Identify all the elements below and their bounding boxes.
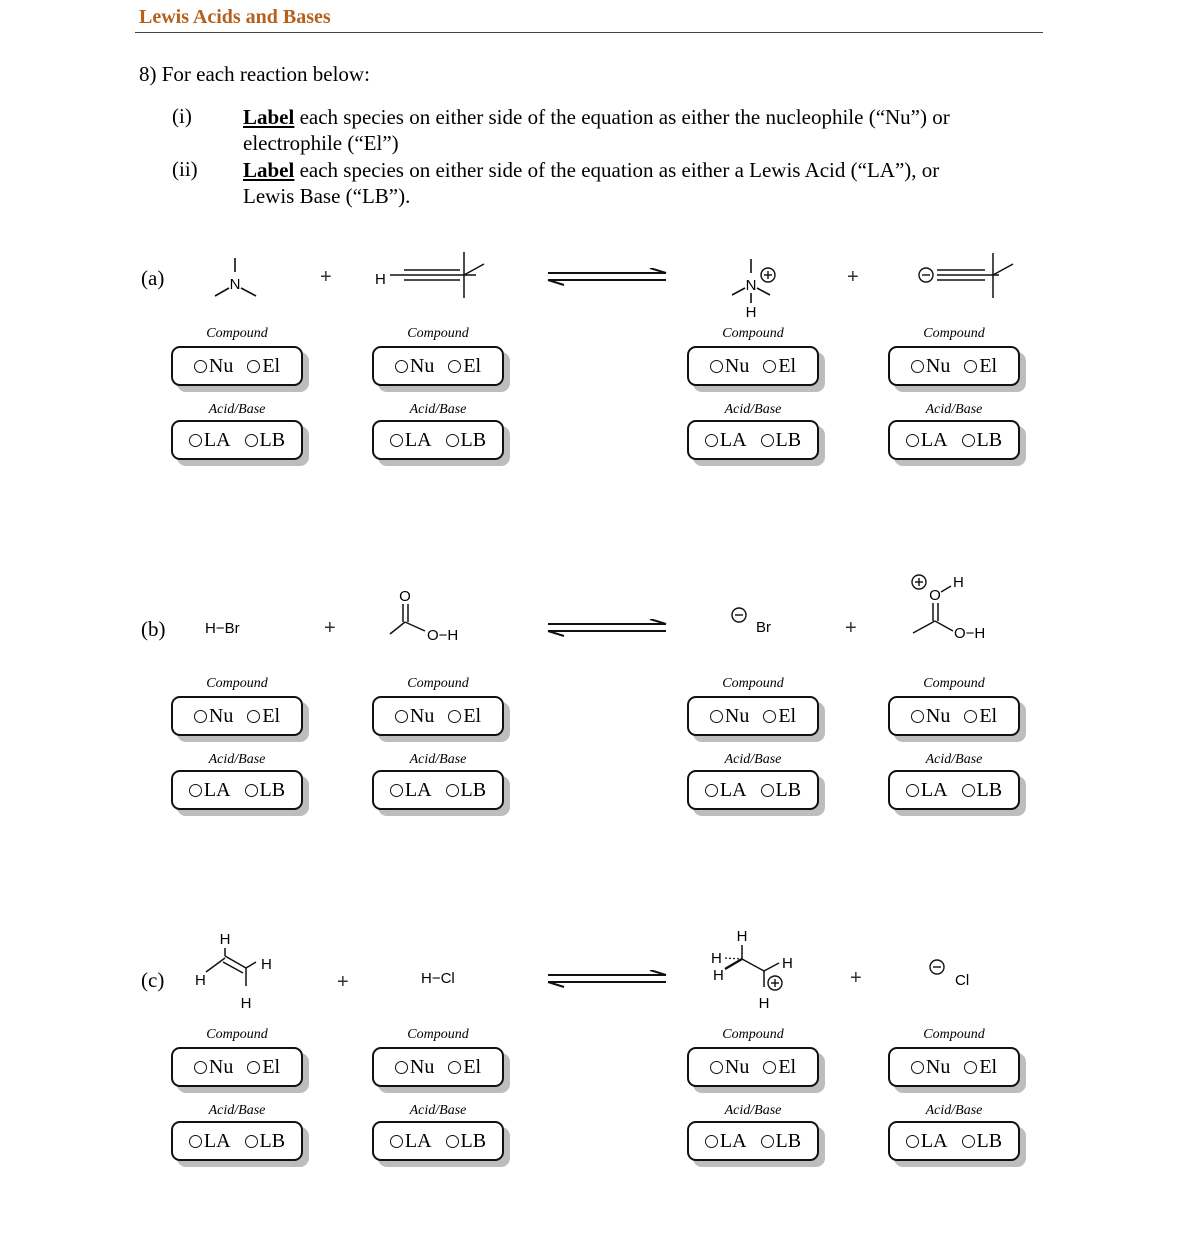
- instruction-2-line1: each species on either side of the equation as either a Lewis Acid (“LA”), or: [294, 158, 940, 182]
- ethylene-structure: [188, 928, 278, 1013]
- lb-radio-label: LB: [976, 1129, 1003, 1152]
- la-radio[interactable]: [906, 429, 948, 452]
- radio-circle-icon[interactable]: [705, 784, 718, 797]
- acetic-acid-structure: [385, 585, 475, 645]
- radio-circle-icon[interactable]: [390, 1135, 403, 1148]
- el-radio-label: El: [262, 1055, 281, 1078]
- radio-circle-icon[interactable]: [763, 360, 776, 373]
- lb-radio-label: LB: [460, 428, 487, 451]
- trimethylammonium-structure: [727, 255, 787, 320]
- lb-radio-label: LB: [259, 778, 286, 801]
- hydrogen-atom: H: [261, 956, 272, 973]
- radio-circle-icon[interactable]: [245, 784, 258, 797]
- nu-radio[interactable]: [911, 1056, 950, 1079]
- instruction-1-line2: electrophile (“El”): [243, 131, 399, 155]
- lb-radio[interactable]: [962, 429, 1003, 452]
- hydroxyl-group: O−H: [427, 627, 459, 644]
- el-radio-label: El: [463, 704, 482, 727]
- la-radio-label: LA: [920, 428, 948, 451]
- el-radio-label: El: [979, 354, 998, 377]
- la-radio-label: LA: [920, 778, 948, 801]
- nu-radio[interactable]: [395, 355, 434, 378]
- el-radio-label: El: [778, 704, 797, 727]
- el-radio[interactable]: [247, 1056, 280, 1079]
- nu-el-selector: [171, 1047, 303, 1087]
- hydrogen-atom: H: [240, 995, 252, 1012]
- hydrogen-atom: H: [195, 972, 206, 989]
- lb-radio-label: LB: [259, 1129, 286, 1152]
- radio-circle-icon[interactable]: [763, 1061, 776, 1074]
- lb-radio[interactable]: [446, 779, 487, 802]
- nu-radio[interactable]: [395, 1056, 434, 1079]
- nu-radio-label: Nu: [409, 1055, 435, 1078]
- nu-el-selector: [372, 1047, 504, 1087]
- hydrogen-atom: H: [953, 574, 964, 591]
- radio-circle-icon[interactable]: [911, 710, 924, 723]
- nu-el-selector: [888, 1047, 1020, 1087]
- page-title: Lewis Acids and Bases: [139, 6, 331, 28]
- la-radio-label: LA: [719, 1129, 747, 1152]
- nu-el-selector: [171, 696, 303, 736]
- radio-circle-icon[interactable]: [395, 710, 408, 723]
- nu-radio[interactable]: [194, 705, 233, 728]
- el-radio-label: El: [778, 1055, 797, 1078]
- la-lb-selector: [687, 770, 819, 810]
- radio-circle-icon[interactable]: [448, 710, 461, 723]
- acid-base-caption: Acid/Base: [208, 1103, 266, 1118]
- nu-radio-label: Nu: [208, 354, 234, 377]
- la-radio[interactable]: [390, 779, 432, 802]
- lb-radio[interactable]: [446, 429, 487, 452]
- nu-el-selector: [372, 346, 504, 386]
- radio-circle-icon[interactable]: [245, 434, 258, 447]
- nu-radio[interactable]: [710, 355, 749, 378]
- nitrogen-atom: N: [229, 276, 241, 293]
- nu-el-selector: [372, 696, 504, 736]
- hydrogen-atom: H: [219, 931, 231, 948]
- nu-radio[interactable]: [395, 705, 434, 728]
- instruction-1-numeral: (i): [172, 104, 192, 128]
- instruction-1-bold: Label: [243, 105, 295, 129]
- compound-caption: Compound: [722, 326, 784, 341]
- la-lb-selector: [372, 420, 504, 460]
- oxygen-atom: O: [399, 588, 411, 605]
- lb-radio[interactable]: [962, 779, 1003, 802]
- el-radio[interactable]: [763, 705, 796, 728]
- radio-circle-icon[interactable]: [448, 360, 461, 373]
- la-lb-selector: [171, 770, 303, 810]
- ethyl-cation-structure: [705, 925, 805, 1015]
- radio-circle-icon[interactable]: [906, 434, 919, 447]
- lb-radio[interactable]: [962, 1130, 1003, 1153]
- radio-circle-icon[interactable]: [962, 434, 975, 447]
- title-divider: [135, 32, 1043, 33]
- radio-circle-icon[interactable]: [763, 710, 776, 723]
- instruction-2-line2: Lewis Base (“LB”).: [243, 184, 411, 208]
- lb-radio[interactable]: [446, 1130, 487, 1153]
- instruction-1: [243, 104, 1033, 156]
- equilibrium-arrow: [546, 268, 670, 286]
- la-radio[interactable]: [189, 779, 231, 802]
- nu-el-selector: [687, 696, 819, 736]
- radio-circle-icon[interactable]: [761, 1135, 774, 1148]
- radio-circle-icon[interactable]: [911, 1061, 924, 1074]
- nu-radio[interactable]: [194, 1056, 233, 1079]
- la-lb-selector: [888, 420, 1020, 460]
- plus-sign: +: [337, 971, 349, 993]
- nu-radio[interactable]: [710, 1056, 749, 1079]
- acid-base-caption: Acid/Base: [208, 402, 266, 417]
- equilibrium-arrow: [546, 619, 670, 637]
- lb-radio[interactable]: [245, 779, 286, 802]
- radio-circle-icon[interactable]: [962, 1135, 975, 1148]
- oxygen-atom: O: [929, 587, 941, 604]
- question-prompt: 8) For each reaction below:: [139, 62, 370, 86]
- el-radio-label: El: [979, 704, 998, 727]
- el-radio-label: El: [979, 1055, 998, 1078]
- radio-circle-icon[interactable]: [964, 360, 977, 373]
- el-radio-label: El: [778, 354, 797, 377]
- hydrogen-atom: H: [782, 955, 793, 972]
- nu-radio-label: Nu: [208, 704, 234, 727]
- el-radio[interactable]: [763, 355, 796, 378]
- plus-sign: +: [324, 617, 336, 639]
- la-radio-label: LA: [719, 778, 747, 801]
- lb-radio[interactable]: [761, 429, 802, 452]
- lb-radio-label: LB: [460, 1129, 487, 1152]
- radio-circle-icon[interactable]: [705, 1135, 718, 1148]
- nu-radio[interactable]: [710, 705, 749, 728]
- acid-base-caption: Acid/Base: [724, 1103, 782, 1118]
- nu-el-selector: [171, 346, 303, 386]
- lb-radio-label: LB: [775, 1129, 802, 1152]
- compound-caption: Compound: [923, 676, 985, 691]
- el-radio-label: El: [463, 1055, 482, 1078]
- nu-radio[interactable]: [194, 355, 233, 378]
- el-radio[interactable]: [247, 355, 280, 378]
- plus-sign: +: [320, 266, 332, 288]
- radio-circle-icon[interactable]: [247, 360, 260, 373]
- lb-radio[interactable]: [245, 1130, 286, 1153]
- radio-circle-icon[interactable]: [710, 710, 723, 723]
- acid-base-caption: Acid/Base: [724, 752, 782, 767]
- el-radio-label: El: [262, 354, 281, 377]
- el-radio[interactable]: [964, 355, 997, 378]
- tert-butylacetylide-structure: [915, 250, 1025, 300]
- lb-radio[interactable]: [245, 429, 286, 452]
- la-radio[interactable]: [390, 1130, 432, 1153]
- acid-base-caption: Acid/Base: [925, 752, 983, 767]
- nu-radio-label: Nu: [925, 704, 951, 727]
- radio-circle-icon[interactable]: [189, 434, 202, 447]
- nu-el-selector: [888, 346, 1020, 386]
- nu-el-selector: [687, 1047, 819, 1087]
- radio-circle-icon[interactable]: [710, 1061, 723, 1074]
- la-radio[interactable]: [705, 429, 747, 452]
- radio-circle-icon[interactable]: [906, 784, 919, 797]
- el-radio-label: El: [262, 704, 281, 727]
- lb-radio-label: LB: [976, 778, 1003, 801]
- chloride-structure: [925, 955, 985, 990]
- radio-circle-icon[interactable]: [964, 1061, 977, 1074]
- compound-caption: Compound: [923, 326, 985, 341]
- la-lb-selector: [372, 770, 504, 810]
- el-radio[interactable]: [964, 1056, 997, 1079]
- radio-circle-icon[interactable]: [705, 434, 718, 447]
- radio-circle-icon[interactable]: [446, 434, 459, 447]
- radio-circle-icon[interactable]: [194, 710, 207, 723]
- lb-radio[interactable]: [761, 1130, 802, 1153]
- la-radio-label: LA: [404, 1129, 432, 1152]
- trimethylamine-structure: [205, 252, 265, 302]
- radio-circle-icon[interactable]: [194, 360, 207, 373]
- la-radio-label: LA: [719, 428, 747, 451]
- la-lb-selector: [888, 770, 1020, 810]
- compound-caption: Compound: [722, 676, 784, 691]
- hydrogen-atom: H: [375, 271, 386, 288]
- tert-butylacetylene-structure: [370, 250, 500, 300]
- lb-radio-label: LB: [259, 428, 286, 451]
- nu-radio-label: Nu: [409, 354, 435, 377]
- hydrogen-atom: H: [713, 967, 724, 984]
- la-radio-label: LA: [404, 778, 432, 801]
- plus-sign: +: [850, 967, 862, 989]
- la-radio[interactable]: [705, 1130, 747, 1153]
- radio-circle-icon[interactable]: [395, 1061, 408, 1074]
- lb-radio-label: LB: [775, 428, 802, 451]
- radio-circle-icon[interactable]: [189, 784, 202, 797]
- nu-radio-label: Nu: [925, 354, 951, 377]
- radio-circle-icon[interactable]: [247, 1061, 260, 1074]
- radio-circle-icon[interactable]: [395, 360, 408, 373]
- compound-caption: Compound: [923, 1027, 985, 1042]
- reaction-c-label: (c): [141, 968, 165, 992]
- radio-circle-icon[interactable]: [390, 434, 403, 447]
- instruction-2: [243, 157, 1033, 209]
- la-radio-label: LA: [203, 1129, 231, 1152]
- la-radio[interactable]: [189, 429, 231, 452]
- nu-radio-label: Nu: [409, 704, 435, 727]
- la-lb-selector: [888, 1121, 1020, 1161]
- compound-caption: Compound: [206, 326, 268, 341]
- equilibrium-arrow: [546, 970, 670, 988]
- radio-circle-icon[interactable]: [245, 1135, 258, 1148]
- reaction-b-label: (b): [141, 617, 166, 641]
- radio-circle-icon[interactable]: [189, 1135, 202, 1148]
- instruction-1-line1: each species on either side of the equation as either the nucleophile (“Nu”) or: [294, 105, 950, 129]
- acid-base-caption: Acid/Base: [208, 752, 266, 767]
- compound-caption: Compound: [206, 1027, 268, 1042]
- la-radio-label: LA: [920, 1129, 948, 1152]
- radio-circle-icon[interactable]: [446, 784, 459, 797]
- acid-base-caption: Acid/Base: [925, 1103, 983, 1118]
- el-radio[interactable]: [448, 705, 481, 728]
- la-lb-selector: [171, 420, 303, 460]
- hydrogen-atom: H: [745, 304, 757, 320]
- la-lb-selector: [372, 1121, 504, 1161]
- acid-base-caption: Acid/Base: [409, 752, 467, 767]
- plus-sign: +: [845, 617, 857, 639]
- la-radio-label: LA: [404, 428, 432, 451]
- radio-circle-icon[interactable]: [446, 1135, 459, 1148]
- la-radio-label: LA: [203, 428, 231, 451]
- hydrogen-atom: H: [758, 995, 770, 1012]
- protonated-acetic-acid-structure: [905, 570, 1005, 645]
- nitrogen-atom: N: [745, 277, 757, 294]
- lb-radio[interactable]: [761, 779, 802, 802]
- hydroxyl-group: O−H: [954, 625, 986, 642]
- lb-radio-label: LB: [775, 778, 802, 801]
- la-radio-label: LA: [203, 778, 231, 801]
- compound-caption: Compound: [722, 1027, 784, 1042]
- radio-circle-icon[interactable]: [906, 1135, 919, 1148]
- radio-circle-icon[interactable]: [761, 434, 774, 447]
- nu-radio-label: Nu: [724, 1055, 750, 1078]
- lb-radio-label: LB: [460, 778, 487, 801]
- radio-circle-icon[interactable]: [448, 1061, 461, 1074]
- reaction-a-label: (a): [141, 266, 165, 290]
- nu-radio[interactable]: [911, 355, 950, 378]
- radio-circle-icon[interactable]: [247, 710, 260, 723]
- nu-radio-label: Nu: [724, 354, 750, 377]
- la-radio[interactable]: [906, 779, 948, 802]
- compound-caption: Compound: [206, 676, 268, 691]
- radio-circle-icon[interactable]: [964, 710, 977, 723]
- nu-radio-label: Nu: [925, 1055, 951, 1078]
- acid-base-caption: Acid/Base: [724, 402, 782, 417]
- nu-el-selector: [888, 696, 1020, 736]
- el-radio[interactable]: [964, 705, 997, 728]
- el-radio[interactable]: [448, 355, 481, 378]
- lb-radio-label: LB: [976, 428, 1003, 451]
- el-radio[interactable]: [448, 1056, 481, 1079]
- radio-circle-icon[interactable]: [390, 784, 403, 797]
- hydrogen-atom: H: [736, 928, 748, 945]
- radio-circle-icon[interactable]: [962, 784, 975, 797]
- la-radio[interactable]: [189, 1130, 231, 1153]
- radio-circle-icon[interactable]: [911, 360, 924, 373]
- la-radio[interactable]: [906, 1130, 948, 1153]
- la-lb-selector: [171, 1121, 303, 1161]
- acid-base-caption: Acid/Base: [925, 402, 983, 417]
- hydrogen-atom: H: [711, 950, 722, 967]
- radio-circle-icon[interactable]: [761, 784, 774, 797]
- instruction-2-bold: Label: [243, 158, 295, 182]
- bromide-structure: [727, 605, 787, 640]
- nu-radio[interactable]: [911, 705, 950, 728]
- hbr-structure: H−Br: [205, 620, 240, 637]
- el-radio[interactable]: [247, 705, 280, 728]
- el-radio[interactable]: [763, 1056, 796, 1079]
- la-lb-selector: [687, 1121, 819, 1161]
- la-radio[interactable]: [705, 779, 747, 802]
- plus-sign: +: [847, 266, 859, 288]
- compound-caption: Compound: [407, 1027, 469, 1042]
- compound-caption: Compound: [407, 676, 469, 691]
- instruction-2-numeral: (ii): [172, 157, 198, 181]
- radio-circle-icon[interactable]: [194, 1061, 207, 1074]
- el-radio-label: El: [463, 354, 482, 377]
- radio-circle-icon[interactable]: [710, 360, 723, 373]
- bromine-atom: Br: [756, 619, 771, 636]
- nu-radio-label: Nu: [208, 1055, 234, 1078]
- compound-caption: Compound: [407, 326, 469, 341]
- acid-base-caption: Acid/Base: [409, 402, 467, 417]
- la-lb-selector: [687, 420, 819, 460]
- la-radio[interactable]: [390, 429, 432, 452]
- nu-el-selector: [687, 346, 819, 386]
- chlorine-atom: Cl: [955, 972, 970, 989]
- acid-base-caption: Acid/Base: [409, 1103, 467, 1118]
- hcl-structure: H−Cl: [421, 970, 455, 987]
- nu-radio-label: Nu: [724, 704, 750, 727]
